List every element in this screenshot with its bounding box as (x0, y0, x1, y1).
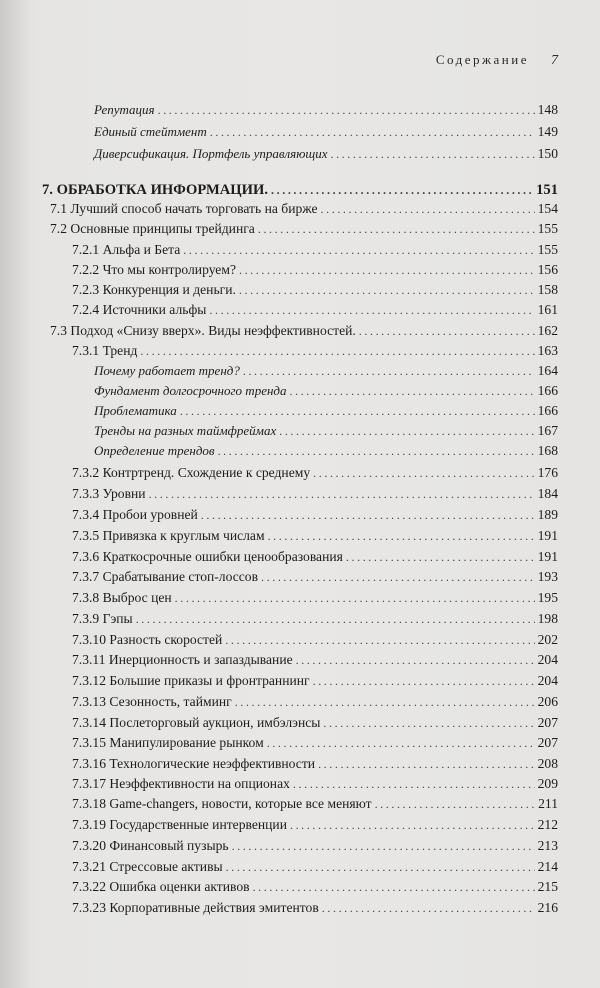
toc-entry (94, 441, 558, 461)
dot-leader (149, 484, 535, 504)
toc-entry-title: 7.3.16 Технологические неэффективности (72, 756, 316, 771)
toc-entry-title: 7.2.2 Что мы контролируем? (72, 262, 236, 277)
toc-entry (94, 421, 558, 441)
dot-leader (321, 199, 535, 219)
toc-entry (72, 836, 558, 856)
toc-entry-page: 208 (537, 756, 558, 771)
dot-leader (271, 180, 533, 200)
dot-leader (296, 650, 535, 670)
dot-leader (322, 898, 535, 918)
dot-leader (140, 341, 534, 361)
toc-entry-page: 204 (537, 673, 558, 688)
toc-entry (50, 199, 558, 219)
dot-leader (235, 692, 535, 712)
toc-entry-title: 7.3.5 Привязка к круглым числам (72, 528, 265, 543)
dot-leader (375, 794, 536, 814)
dot-leader (180, 401, 535, 421)
toc-entry-title: 7.3.2 Контртренд. Схождение к среднему (72, 465, 311, 480)
toc-entry-title: 7.3.6 Краткосрочные ошибки ценообразования (72, 549, 343, 564)
dot-leader (267, 733, 535, 753)
toc-entry-page: 176 (537, 465, 558, 480)
dot-leader (359, 321, 535, 341)
toc-entry (72, 526, 558, 546)
toc-entry-title: 7.3.9 Гэпы (72, 611, 133, 626)
toc-entry-page: 166 (537, 403, 558, 418)
toc-entry (72, 547, 558, 567)
toc-entry-page: 195 (537, 590, 558, 605)
toc-entry (72, 505, 558, 525)
toc-entry-page: 209 (537, 776, 558, 791)
toc-entry-title: Фундамент долгосрочного тренда (94, 383, 287, 398)
toc-entry-page: 207 (537, 715, 558, 730)
toc-entry-title: Репутация (94, 102, 155, 117)
toc-entry-page: 206 (537, 694, 558, 709)
toc-entry-title: 7.3.3 Уровни (72, 486, 146, 501)
toc-entry-page: 161 (537, 302, 558, 317)
toc-entry-page: 214 (537, 859, 558, 874)
toc-entry-page: 213 (537, 838, 558, 853)
toc-entry-title: 7.3.18 Game-changers, новости, которые все меняют (72, 796, 372, 811)
dot-leader (239, 280, 535, 300)
toc-entry-title: 7. ОБРАБОТКА ИНФОРМАЦИИ. (42, 182, 269, 198)
dot-leader (290, 815, 535, 835)
dot-leader (261, 567, 535, 587)
dot-leader (313, 671, 535, 691)
toc-entry-page: 216 (537, 900, 558, 915)
toc-entry (94, 122, 558, 142)
dot-leader (136, 609, 535, 629)
dot-leader (232, 836, 535, 856)
toc-entry-title: Диверсификация. Портфель управляющих (94, 146, 328, 161)
toc-entry (72, 567, 558, 587)
toc-entry-page: 150 (537, 146, 558, 161)
toc-entry (72, 240, 558, 260)
toc-entry-page: 198 (537, 611, 558, 626)
toc-chapter-entry (42, 180, 558, 200)
toc-entry (72, 815, 558, 835)
page-number: 7 (551, 53, 558, 68)
toc-entry-title: 7.3.19 Государственные интервенции (72, 817, 287, 832)
dot-leader (318, 754, 535, 774)
dot-leader (243, 361, 535, 381)
toc-entry (94, 361, 558, 381)
toc-entry-title: 7.3.7 Срабатывание стоп-лоссов (72, 569, 259, 584)
toc-entry-title: 7.3.11 Инерционность и запаздывание (72, 652, 293, 667)
dot-leader (183, 240, 534, 260)
toc-entry (72, 630, 558, 650)
toc-entry-page: 211 (538, 796, 558, 811)
toc-entry-title: 7.2.1 Альфа и Бета (72, 242, 181, 257)
toc-entry-title: Определение трендов (94, 443, 215, 458)
toc-entry-page: 148 (537, 102, 558, 117)
toc-entry-page: 168 (537, 443, 558, 458)
toc-entry-page: 154 (537, 201, 558, 216)
dot-leader (290, 381, 535, 401)
toc-entry (72, 857, 558, 877)
dot-leader (268, 526, 535, 546)
toc-entry-page: 204 (537, 652, 558, 667)
toc-entry-title: 7.2.3 Конкуренция и деньги. (72, 282, 236, 297)
toc-entry-page: 156 (537, 262, 558, 277)
toc-entry (72, 341, 558, 361)
toc-entry-page: 158 (537, 282, 558, 297)
toc-entry-page: 162 (537, 323, 558, 338)
toc-entry-title: 7.3.8 Выброс цен (72, 590, 172, 605)
toc-entry-title: Единый стейтмент (94, 124, 207, 139)
toc-entry-title: 7.3.12 Большие приказы и фронтраннинг (72, 673, 310, 688)
dot-leader (175, 588, 535, 608)
toc-entry-page: 167 (537, 423, 558, 438)
toc-entry-page: 189 (537, 507, 558, 522)
toc-entry-page: 166 (537, 383, 558, 398)
toc-entry-page: 164 (537, 363, 558, 378)
dot-leader (158, 100, 535, 120)
toc-entry (94, 144, 558, 164)
dot-leader (239, 260, 535, 280)
dot-leader (225, 630, 534, 650)
toc-entry (72, 713, 558, 733)
toc-entry-title: 7.3.21 Стрессовые активы (72, 859, 223, 874)
toc-entry-page: 151 (536, 182, 558, 198)
dot-leader (201, 505, 535, 525)
toc-entry-title: Почему работает тренд? (94, 363, 240, 378)
toc-entry (72, 774, 558, 794)
toc-entry-title: Тренды на разных таймфреймах (94, 423, 277, 438)
toc-entry-page: 163 (537, 343, 558, 358)
running-header-title: Содержание (435, 52, 529, 67)
toc-entry (72, 877, 558, 897)
toc-entry-title: 7.2 Основные принципы трейдинга (50, 221, 255, 236)
toc-entry (72, 650, 558, 670)
toc-entry-title: 7.3.13 Сезонность, тайминг (72, 694, 232, 709)
toc-entry-title: 7.3.23 Корпоративные действия эмитентов (72, 900, 319, 915)
toc-entry-title: 7.3.15 Манипулирование рынком (72, 735, 264, 750)
toc-entry (72, 609, 558, 629)
toc-entry-title: 7.3.22 Ошибка оценки активов (72, 879, 250, 894)
toc-entry (72, 260, 558, 280)
toc-entry (50, 219, 558, 239)
dot-leader (293, 774, 535, 794)
toc-entry-title: 7.2.4 Источники альфы (72, 302, 207, 317)
toc-entry (50, 321, 558, 341)
toc-entry (94, 401, 558, 421)
toc-entry-page: 184 (537, 486, 558, 501)
toc-entry (72, 280, 558, 300)
dot-leader (330, 144, 534, 164)
toc-entry-page: 193 (537, 569, 558, 584)
dot-leader (209, 300, 534, 320)
dot-leader (226, 857, 535, 877)
toc-entry (72, 692, 558, 712)
toc-entry-page: 191 (537, 528, 558, 543)
dot-leader (279, 421, 534, 441)
toc-entry-page: 191 (537, 549, 558, 564)
running-header (436, 52, 558, 69)
toc-entry-title: 7.3.4 Пробои уровней (72, 507, 198, 522)
toc-entry-title: 7.3.17 Неэффективности на опционах (72, 776, 290, 791)
dot-leader (313, 463, 534, 483)
toc-entry-title: 7.3.14 Послеторговый аукцион, имбэлэнсы (72, 715, 321, 730)
toc-entry (72, 463, 558, 483)
toc-entry (72, 671, 558, 691)
toc-entry (72, 898, 558, 918)
toc-entry (72, 588, 558, 608)
dot-leader (346, 547, 535, 567)
toc-entry (72, 794, 558, 814)
toc-entry-title: 7.1 Лучший способ начать торговать на бирже (50, 201, 318, 216)
toc-entry-title: 7.3.20 Финансовый пузырь (72, 838, 229, 853)
dot-leader (210, 122, 535, 142)
toc-entry-title: 7.3.1 Тренд (72, 343, 138, 358)
toc-entry (72, 733, 558, 753)
toc-entry (94, 100, 558, 120)
toc-entry-page: 155 (537, 242, 558, 257)
dot-leader (323, 713, 534, 733)
toc-entry-page: 215 (537, 879, 558, 894)
toc-entry (94, 381, 558, 401)
toc-entry-page: 202 (537, 632, 558, 647)
toc-entry-title: Проблематика (94, 403, 177, 418)
toc-entry-page: 207 (537, 735, 558, 750)
dot-leader (218, 441, 535, 461)
toc-entry (72, 300, 558, 320)
toc-entry-page: 155 (537, 221, 558, 236)
toc-entry-page: 212 (537, 817, 558, 832)
dot-leader (258, 219, 535, 239)
toc-entry-title: 7.3 Подход «Снизу вверх». Виды неэффективностей. (50, 323, 356, 338)
toc-entry (72, 754, 558, 774)
dot-leader (253, 877, 535, 897)
page-gutter-shadow (0, 0, 30, 988)
toc-entry-page: 149 (537, 124, 558, 139)
toc-entry-title: 7.3.10 Разность скоростей (72, 632, 223, 647)
toc-entry (72, 484, 558, 504)
